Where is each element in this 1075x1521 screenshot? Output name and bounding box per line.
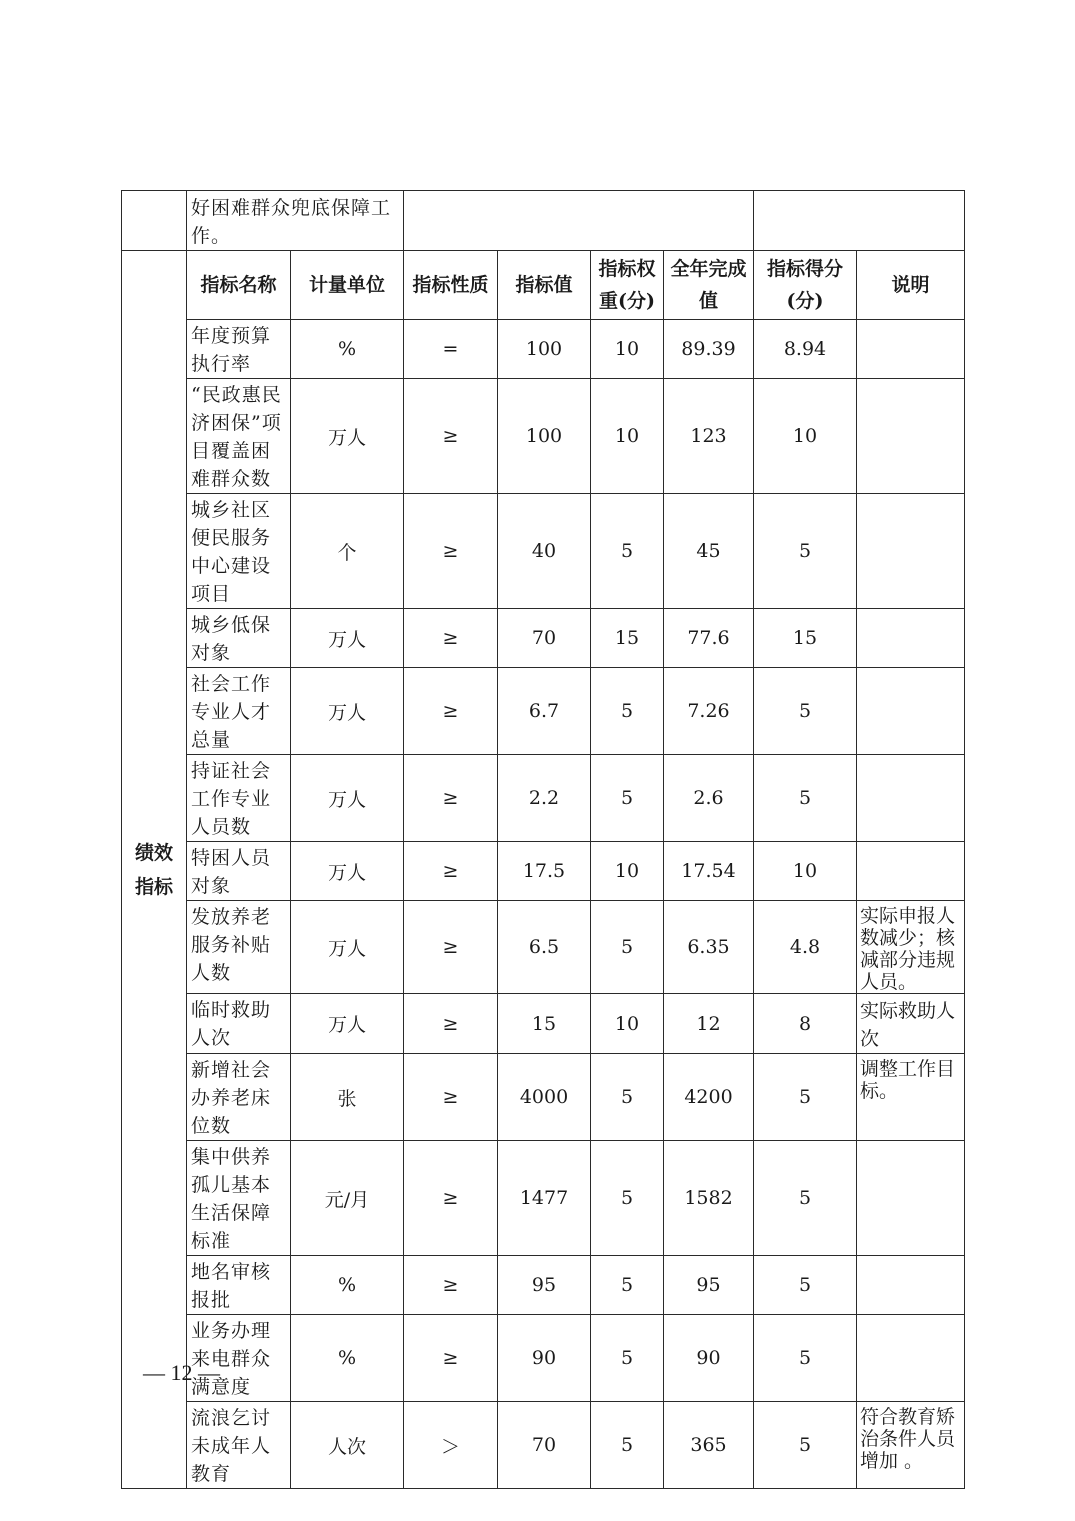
indicator-note-cell [857, 1141, 965, 1256]
category-cell [122, 251, 187, 1489]
indicator-unit-cell: 万人 [291, 755, 404, 842]
indicator-name-cell: 新增社会办养老床位数 [187, 1054, 291, 1141]
indicator-score-cell: 10 [754, 842, 857, 901]
indicator-score-cell: 15 [754, 609, 857, 668]
indicator-value-cell: 17.5 [498, 842, 591, 901]
indicator-weight-cell: 5 [591, 668, 664, 755]
indicator-nature-cell: ≥ [404, 901, 498, 994]
page-number: — 12 — [143, 1360, 220, 1385]
indicator-note-cell [857, 755, 965, 842]
indicator-nature-cell: ＞ [404, 1402, 498, 1489]
content-row [122, 191, 965, 251]
indicator-score-cell: 10 [754, 379, 857, 494]
indicator-note-cell: 实际救助人次 [857, 994, 965, 1054]
indicator-name-cell: 发放养老服务补贴人数 [187, 901, 291, 994]
indicator-name-cell: “民政惠民济困保”项目覆盖困难群众数 [187, 379, 291, 494]
indicator-unit-cell: % [291, 1315, 404, 1402]
indicator-weight-cell: 5 [591, 1315, 664, 1402]
indicator-score-cell: 4.8 [754, 901, 857, 994]
indicator-score-cell: 5 [754, 1054, 857, 1141]
indicator-value-cell: 95 [498, 1256, 591, 1315]
indicator-unit-cell: 元/月 [291, 1141, 404, 1256]
indicator-name-cell: 社会工作专业人才总量 [187, 668, 291, 755]
indicator-score-cell: 5 [754, 1141, 857, 1256]
table-row [122, 379, 965, 494]
indicator-weight-cell: 5 [591, 901, 664, 994]
col-header-score: 指标得分(分) [754, 251, 857, 320]
table-row [122, 755, 965, 842]
indicator-nature-cell: ≥ [404, 494, 498, 609]
indicator-value-cell: 1477 [498, 1141, 591, 1256]
indicator-completion-cell: 1582 [664, 1141, 754, 1256]
indicator-weight-cell: 10 [591, 994, 664, 1054]
indicator-note-cell [857, 379, 965, 494]
indicator-name-cell: 持证社会工作专业人员数 [187, 755, 291, 842]
indicator-score-cell: 5 [754, 1256, 857, 1315]
indicator-nature-cell: ≥ [404, 609, 498, 668]
indicator-nature-cell: ≥ [404, 1141, 498, 1256]
table-row [122, 901, 965, 994]
indicator-note-cell [857, 609, 965, 668]
indicator-weight-cell: 15 [591, 609, 664, 668]
indicator-unit-cell: % [291, 1256, 404, 1315]
content-cell: 好困难群众兜底保障工作。 [187, 191, 404, 251]
indicator-completion-cell: 77.6 [664, 609, 754, 668]
indicator-completion-cell: 6.35 [664, 901, 754, 994]
indicator-unit-cell: % [291, 320, 404, 379]
indicator-score-cell: 8.94 [754, 320, 857, 379]
table-row [122, 668, 965, 755]
indicator-name-cell: 城乡社区便民服务中心建设项目 [187, 494, 291, 609]
table-row [122, 1315, 965, 1402]
indicator-value-cell: 90 [498, 1315, 591, 1402]
indicator-value-cell: 40 [498, 494, 591, 609]
indicator-completion-cell: 4200 [664, 1054, 754, 1141]
indicator-name-cell: 特困人员对象 [187, 842, 291, 901]
indicator-completion-cell: 90 [664, 1315, 754, 1402]
indicator-completion-cell: 95 [664, 1256, 754, 1315]
indicator-value-cell: 6.5 [498, 901, 591, 994]
indicator-value-cell: 6.7 [498, 668, 591, 755]
indicator-value-cell: 70 [498, 609, 591, 668]
indicator-name-cell: 城乡低保对象 [187, 609, 291, 668]
indicator-unit-cell: 人次 [291, 1402, 404, 1489]
header-row [122, 251, 965, 320]
table-row [122, 1054, 965, 1141]
indicator-completion-cell: 12 [664, 994, 754, 1054]
indicator-score-cell: 5 [754, 1402, 857, 1489]
indicator-weight-cell: 5 [591, 755, 664, 842]
indicator-weight-cell: 10 [591, 842, 664, 901]
indicator-value-cell: 70 [498, 1402, 591, 1489]
indicator-weight-cell: 10 [591, 379, 664, 494]
indicator-nature-cell: ≥ [404, 668, 498, 755]
indicator-nature-cell: = [404, 320, 498, 379]
indicator-note-cell: 调整工作目标。 [857, 1054, 965, 1141]
table-row [122, 1256, 965, 1315]
category-label: 绩效 指标 [134, 841, 173, 898]
indicator-name-cell: 流浪乞讨未成年人教育 [187, 1402, 291, 1489]
indicator-score-cell: 5 [754, 755, 857, 842]
indicator-note-cell [857, 1315, 965, 1402]
table-row [122, 1141, 965, 1256]
indicator-nature-cell: ≥ [404, 1315, 498, 1402]
indicator-nature-cell: ≥ [404, 1256, 498, 1315]
indicator-note-cell [857, 320, 965, 379]
indicator-unit-cell: 万人 [291, 379, 404, 494]
indicator-weight-cell: 5 [591, 1256, 664, 1315]
indicator-nature-cell: ≥ [404, 842, 498, 901]
table-row [122, 609, 965, 668]
indicator-completion-cell: 365 [664, 1402, 754, 1489]
indicator-completion-cell: 123 [664, 379, 754, 494]
indicator-completion-cell: 7.26 [664, 668, 754, 755]
indicator-nature-cell: ≥ [404, 755, 498, 842]
indicator-completion-cell: 89.39 [664, 320, 754, 379]
indicator-note-cell: 实际申报人数减少；核减部分违规人员。 [857, 901, 965, 994]
indicator-unit-cell: 万人 [291, 994, 404, 1054]
indicator-name-cell: 年度预算执行率 [187, 320, 291, 379]
col-header-completion: 全年完成值 [664, 251, 754, 320]
col-header-unit: 计量单位 [291, 251, 404, 320]
indicator-unit-cell: 个 [291, 494, 404, 609]
indicator-name-cell: 临时救助人次 [187, 994, 291, 1054]
indicator-score-cell: 5 [754, 668, 857, 755]
indicator-completion-cell: 17.54 [664, 842, 754, 901]
indicator-unit-cell: 万人 [291, 609, 404, 668]
indicator-name-cell: 业务办理来电群众满意度 [187, 1315, 291, 1402]
indicator-unit-cell: 张 [291, 1054, 404, 1141]
table-row [122, 494, 965, 609]
indicator-completion-cell: 2.6 [664, 755, 754, 842]
indicator-weight-cell: 5 [591, 1054, 664, 1141]
indicator-nature-cell: ≥ [404, 379, 498, 494]
indicator-score-cell: 5 [754, 1315, 857, 1402]
indicator-nature-cell: ≥ [404, 994, 498, 1054]
performance-table [121, 190, 965, 1489]
indicator-completion-cell: 45 [664, 494, 754, 609]
indicator-value-cell: 100 [498, 379, 591, 494]
indicator-nature-cell: ≥ [404, 1054, 498, 1141]
indicator-score-cell: 5 [754, 494, 857, 609]
indicator-note-cell [857, 668, 965, 755]
indicator-name-cell: 地名审核报批 [187, 1256, 291, 1315]
indicator-score-cell: 8 [754, 994, 857, 1054]
indicator-note-cell: 符合教育矫治条件人员增加 。 [857, 1402, 965, 1489]
col-header-nature: 指标性质 [404, 251, 498, 320]
indicator-value-cell: 100 [498, 320, 591, 379]
indicator-unit-cell: 万人 [291, 901, 404, 994]
table-row [122, 320, 965, 379]
table-row [122, 842, 965, 901]
indicator-value-cell: 2.2 [498, 755, 591, 842]
col-header-value: 指标值 [498, 251, 591, 320]
indicator-note-cell [857, 1256, 965, 1315]
col-header-note: 说明 [857, 251, 965, 320]
indicator-weight-cell: 5 [591, 1141, 664, 1256]
indicator-weight-cell: 5 [591, 1402, 664, 1489]
indicator-weight-cell: 5 [591, 494, 664, 609]
table-row [122, 1402, 965, 1489]
col-header-name: 指标名称 [187, 251, 291, 320]
indicator-value-cell: 4000 [498, 1054, 591, 1141]
indicator-note-cell [857, 494, 965, 609]
table-row [122, 994, 965, 1054]
indicator-note-cell [857, 842, 965, 901]
indicator-weight-cell: 10 [591, 320, 664, 379]
indicator-unit-cell: 万人 [291, 842, 404, 901]
indicator-unit-cell: 万人 [291, 668, 404, 755]
indicator-value-cell: 15 [498, 994, 591, 1054]
col-header-weight: 指标权重(分) [591, 251, 664, 320]
indicator-name-cell: 集中供养孤儿基本生活保障标准 [187, 1141, 291, 1256]
